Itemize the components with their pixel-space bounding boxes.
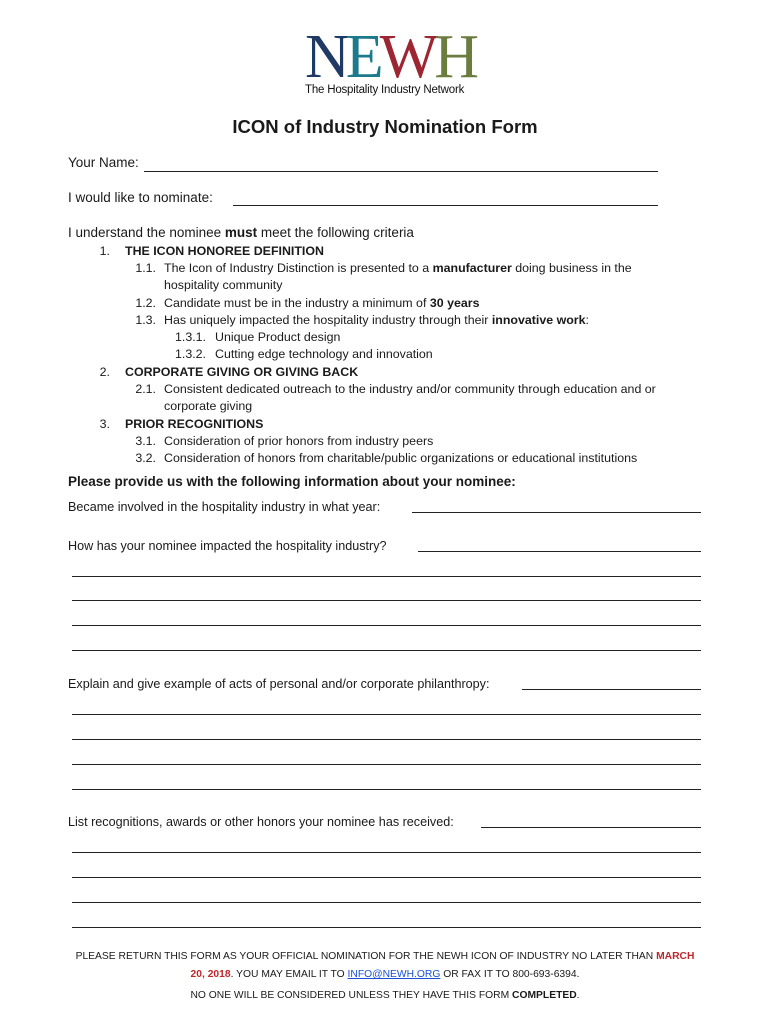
logo-letter-e: E — [345, 23, 380, 91]
impact-answer-line[interactable] — [72, 650, 701, 651]
list-item-number: 2.1. — [135, 382, 156, 396]
footer-text: . YOU MAY EMAIL IT TO — [230, 969, 348, 980]
footer-line — [60, 948, 710, 966]
question-recognitions-label: List recognitions, awards or other honors your nominee has received: — [68, 815, 454, 829]
nominate-label: I would like to nominate: — [68, 190, 213, 205]
philanthropy-answer-line[interactable] — [72, 739, 701, 740]
list-item-text: Cutting edge technology and innovation — [215, 347, 433, 361]
footer-instructions — [60, 948, 710, 1005]
criteria-intro-text: I understand the nominee — [68, 225, 225, 240]
criteria-intro-emphasis: must — [224, 225, 258, 240]
logo-letter-h: H — [434, 23, 475, 91]
footer-line — [60, 987, 710, 1005]
list-item-continuation: hospitality community — [164, 278, 283, 292]
list-item-text: Consideration of prior honors from industry peers — [164, 434, 434, 448]
philanthropy-answer-line[interactable] — [72, 764, 701, 765]
logo-tagline: The Hospitality Industry Network — [305, 84, 465, 96]
list-item-heading: CORPORATE GIVING OR GIVING BACK — [125, 365, 359, 379]
list-item-number: 3.1. — [135, 434, 156, 448]
list-item-text-part: Candidate must be in the industry a minimum of — [164, 296, 430, 310]
recognitions-answer-line[interactable] — [72, 902, 701, 903]
list-item-text — [164, 312, 589, 329]
philanthropy-answer-line[interactable] — [72, 714, 701, 715]
philanthropy-answer-field[interactable] — [522, 689, 701, 690]
footer-text: PLEASE RETURN THIS FORM AS YOUR OFFICIAL NOMINATION FOR THE NEWH ICON OF INDUSTRY NO LATER THAN — [75, 951, 657, 962]
list-item-heading: THE ICON HONOREE DEFINITION — [125, 244, 324, 258]
philanthropy-answer-line[interactable] — [72, 789, 701, 790]
list-item-heading: PRIOR RECOGNITIONS — [125, 417, 264, 431]
recognitions-answer-line[interactable] — [72, 877, 701, 878]
list-item-number: 2. — [99, 365, 110, 379]
list-item-continuation: corporate giving — [164, 399, 253, 413]
recognitions-answer-line[interactable] — [72, 852, 701, 853]
list-item-emphasis: manufacturer — [432, 261, 512, 275]
criteria-list — [0, 0, 770, 470]
list-item-emphasis: 30 years — [429, 296, 480, 310]
list-item-text-part: doing business in the — [511, 261, 632, 275]
footer-emphasis: COMPLETED — [512, 990, 577, 1001]
list-item-emphasis: innovative work — [491, 313, 586, 327]
nominee-info-heading: Please provide us with the following information about your nominee: — [68, 474, 516, 489]
impact-answer-line[interactable] — [72, 576, 701, 577]
impact-answer-line[interactable] — [72, 600, 701, 601]
question-philanthropy-label: Explain and give example of acts of personal and/or corporate philanthropy: — [68, 677, 490, 691]
recognitions-answer-line[interactable] — [72, 927, 701, 928]
list-item-number: 1.1. — [135, 261, 156, 275]
deadline-text: 20, 2018 — [190, 969, 231, 980]
list-item-number: 1.3. — [135, 313, 156, 327]
list-item-text-part: The Icon of Industry Distinction is presented to a — [164, 261, 433, 275]
list-item-number: 1.3.2. — [174, 347, 206, 361]
year-answer-field[interactable] — [412, 512, 701, 513]
list-item-text: Unique Product design — [215, 330, 341, 344]
form-title: ICON of Industry Nomination Form — [232, 116, 538, 137]
deadline-text: MARCH — [656, 951, 695, 962]
list-item-text — [164, 260, 632, 277]
impact-answer-line[interactable] — [72, 625, 701, 626]
footer-line — [60, 966, 710, 984]
list-item-number: 1. — [99, 244, 110, 258]
email-link[interactable]: INFO@NEWH.ORG — [347, 969, 441, 980]
list-item-text: Consistent dedicated outreach to the industry and/or community through education and or — [164, 382, 656, 396]
list-item-text: Consideration of honors from charitable/public organizations or educational institutions — [164, 451, 638, 465]
footer-text: OR FAX IT TO 800-693-6394. — [440, 969, 580, 980]
list-item-number: 1.2. — [135, 296, 156, 310]
list-item-text — [164, 295, 479, 312]
question-impact-label: How has your nominee impacted the hospitality industry? — [68, 539, 387, 553]
impact-answer-field[interactable] — [418, 551, 701, 552]
your-name-label: Your Name: — [68, 155, 139, 170]
logo-letter-n: N — [305, 23, 346, 91]
list-item-number: 3.2. — [135, 451, 156, 465]
list-item-number: 1.3.1. — [174, 330, 206, 344]
criteria-intro-text-end: meet the following criteria — [257, 225, 414, 240]
list-item-number: 3. — [99, 417, 110, 431]
question-year-label: Became involved in the hospitality industry in what year: — [68, 500, 381, 514]
footer-text: . — [576, 990, 580, 1001]
footer-text: NO ONE WILL BE CONSIDERED UNLESS THEY HAVE THIS FORM — [190, 990, 513, 1001]
recognitions-answer-field[interactable] — [481, 827, 701, 828]
list-item-text-part: Has uniquely impacted the hospitality industry through their — [164, 313, 492, 327]
list-item-text-part: : — [585, 313, 589, 327]
logo-letter-w: W — [379, 23, 435, 91]
